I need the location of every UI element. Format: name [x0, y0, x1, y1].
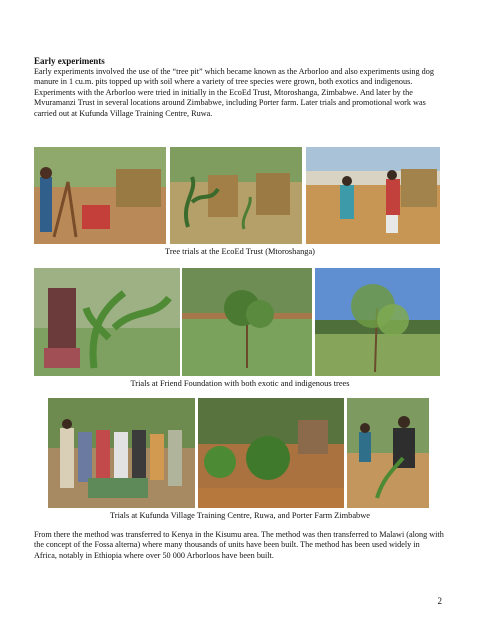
- caption-row3: Trials at Kufunda Village Training Centre, Ruwa, and Porter Farm Zimbabwe: [109, 511, 370, 520]
- photo-friend-toilet: [34, 268, 180, 376]
- caption-row2: Trials at Friend Foundation with both exotic and indigenous trees: [130, 379, 350, 388]
- photo-friend-young-tree: [182, 268, 312, 376]
- photo-kufunda-trees: [198, 398, 344, 508]
- photo-ecoed-planting: [34, 147, 166, 244]
- photo-ecoed-workers: [306, 147, 440, 244]
- section-heading: Early experiments: [34, 56, 105, 66]
- caption-row1: Tree trials at the EcoEd Trust (Mtoroshanga): [165, 247, 315, 256]
- photo-friend-sky-tree: [315, 268, 440, 376]
- intro-paragraph: Early experiments involved the use of the “tree pit” which became known as the Arborloo and also experiments using dog manure in 1 cu.m. pits topped up with soil where a variety of tree species were grown, both exotics and indigenous. Experiments with the Arborloo were tried in initially in the EcoEd Trust, Mtoroshanga, Zimbabwe. And later by the Mvuramanzi Trust in several locations around Zimbabwe, including Porter farm. Later trials and promotional work was carried out at Kufunda Village Training Centre, Ruwa.: [34, 67, 434, 118]
- page-number: 2: [437, 596, 442, 606]
- closing-paragraph: From there the method was transferred to Kenya in the Kisumu area. The method was then transferred to Malawi (along with the concept of the Fossa alterna) where many thousands of units have been built. The method has been used widely in Africa, notably in Ethiopia where over 50 000 Arborloos have been built.: [34, 530, 444, 560]
- photo-ecoed-seedling: [170, 147, 302, 244]
- photo-porter-farm: [347, 398, 429, 508]
- photo-kufunda-group: [48, 398, 195, 508]
